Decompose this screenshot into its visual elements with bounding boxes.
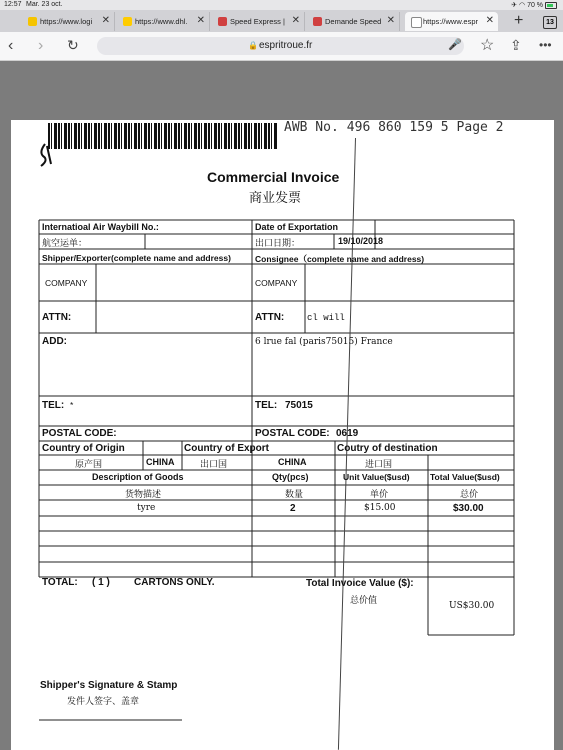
cartons-label: CARTONS ONLY. [134, 577, 215, 588]
tab-label: https://www.logi [40, 17, 93, 26]
goods-row-description: tyre [137, 503, 156, 513]
consignee-tel-label: TEL: [255, 400, 278, 411]
total-invoice-label: Total Invoice Value ($): [306, 578, 414, 589]
invoice-title: Commercial Invoice [207, 169, 340, 185]
destination-label: Coutry of destination [337, 443, 438, 454]
export-date-label: Date of Exportation [255, 222, 339, 232]
goods-qty-header-cn: 数量 [285, 490, 304, 500]
shipper-company-label: COMPANY [45, 278, 88, 288]
goods-total-header-cn: 总价 [460, 490, 479, 500]
more-icon[interactable]: ••• [539, 38, 552, 52]
origin-label-cn: 原产国 [75, 460, 103, 470]
wifi-icon: ◠ [519, 2, 526, 9]
shipper-attn-label: ATTN: [42, 312, 72, 323]
export-country-label-cn: 出口国 [200, 460, 228, 470]
goods-total-header: Total Value($usd) [430, 472, 500, 482]
consignee-postal-value: 0619 [336, 428, 359, 439]
tab-label: Demande Speed [325, 17, 382, 26]
export-country-label: Country of Export [184, 443, 269, 454]
goods-desc-header: Description of Goods [92, 472, 184, 482]
shipper-tel-value: * [70, 400, 74, 410]
goods-unit-header: Unit Value($usd) [343, 472, 410, 482]
export-date-label-cn: 出口日期： [255, 239, 301, 249]
tab-close-icon[interactable]: ✕ [485, 15, 494, 26]
back-icon[interactable]: ‹ [8, 37, 14, 54]
shipper-header: Shipper/Exporter(complete name and address) [42, 253, 231, 263]
goods-row-unit-value: $15.00 [364, 503, 396, 513]
consignee-tel-value: 75015 [285, 400, 313, 411]
tab-label: https://www.dhl. [135, 17, 188, 26]
export-country-value: CHINA [278, 457, 307, 467]
total-invoice-label-cn: 总价值 [350, 596, 378, 606]
goods-row-total-value: $30.00 [453, 503, 484, 514]
shipper-postal-label: POSTAL CODE: [42, 428, 117, 439]
shipper-add-label: ADD: [42, 336, 67, 347]
awb-field-label: Internatioal Air Waybill No.: [42, 222, 159, 232]
status-date: Mar. 23 oct. [26, 1, 63, 8]
consignee-postal-label: POSTAL CODE: [255, 428, 330, 439]
awb-label: AWB No. [284, 120, 339, 135]
origin-label: Country of Origin [42, 443, 125, 454]
export-date-value: 19/10/2018 [338, 236, 384, 246]
awb-number: 496 860 159 5 [346, 120, 449, 135]
forward-icon[interactable]: › [38, 37, 44, 54]
awb-field-label-cn: 航空运单： [42, 239, 88, 249]
shipper-tel-label: TEL: [42, 400, 65, 411]
consignee-address: 6 lrue fal (paris75015) France [255, 337, 393, 347]
tab-close-icon[interactable]: ✕ [386, 15, 395, 26]
url-text: espritroue.fr [259, 40, 313, 51]
total-label: TOTAL: [42, 577, 78, 588]
goods-row-qty: 2 [290, 503, 296, 514]
origin-value: CHINA [146, 457, 175, 467]
tab-close-icon[interactable]: ✕ [101, 15, 110, 26]
total-invoice-value: US$30.00 [449, 601, 495, 611]
status-time: 12:57 [4, 1, 22, 8]
consignee-company-label: COMPANY [255, 278, 298, 288]
tab-count-button[interactable]: 13 [543, 16, 557, 29]
tab-close-icon[interactable]: ✕ [291, 15, 300, 26]
share-icon[interactable]: ⇪ [510, 37, 522, 53]
consignee-attn-label: ATTN: [255, 312, 285, 323]
goods-unit-header-cn: 单价 [370, 490, 389, 500]
battery-percent: 70 % [527, 2, 544, 9]
tab-label: https://www.espr [423, 17, 479, 26]
signature-label: Shipper's Signature & Stamp [40, 680, 178, 691]
tab-close-icon[interactable]: ✕ [196, 15, 205, 26]
consignee-attn-value: cl will [307, 313, 345, 323]
tab-label: Speed Express | [230, 17, 285, 26]
signature-label-cn: 发件人签字、盖章 [67, 697, 140, 707]
page-label: Page 2 [456, 120, 504, 135]
goods-desc-header-cn: 货物描述 [125, 490, 162, 500]
reload-icon[interactable]: ↻ [67, 37, 79, 53]
lock-icon: 🔒 [248, 41, 258, 50]
airplane-icon: ✈ [511, 2, 518, 9]
invoice-subtitle: 商业发票 [249, 191, 302, 206]
microphone-icon[interactable]: 🎤 [448, 39, 462, 51]
total-count: ( 1 ) [92, 577, 110, 588]
goods-qty-header: Qty(pcs) [272, 472, 309, 482]
new-tab-icon[interactable]: + [514, 12, 524, 29]
destination-label-cn: 进口国 [365, 460, 393, 470]
bookmark-star-icon[interactable]: ☆ [480, 37, 495, 54]
consignee-header: Consignee（complete name and address) [255, 254, 425, 264]
